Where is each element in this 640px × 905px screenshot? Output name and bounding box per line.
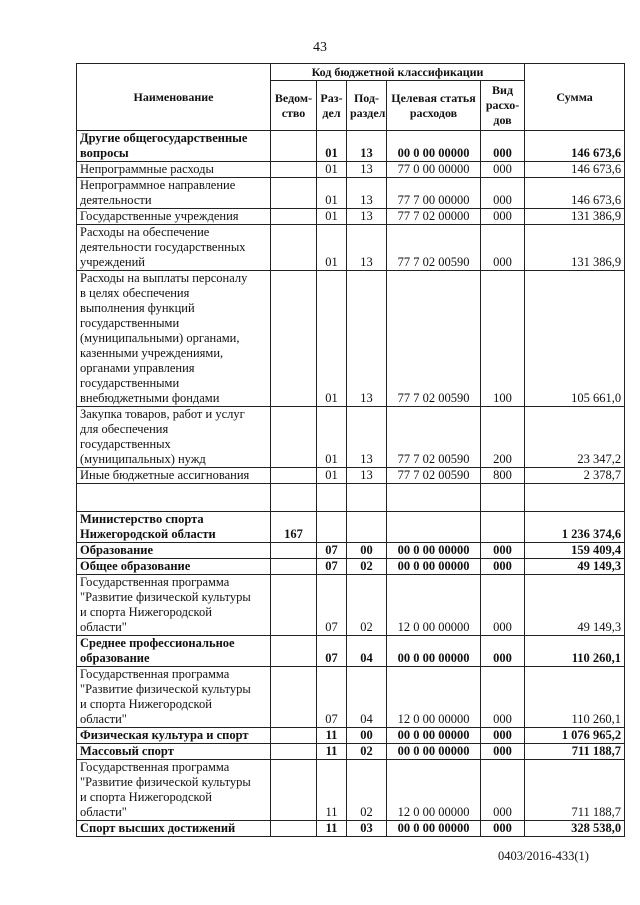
cell-dept	[271, 744, 317, 760]
table-row	[77, 728, 625, 744]
table-row	[77, 468, 625, 484]
cell-dept: 167	[271, 512, 317, 543]
table-row	[77, 131, 625, 162]
cell-sum: 146 673,6	[525, 178, 625, 209]
cell-expense-type: 000	[481, 178, 525, 209]
cell-target: 77 7 00 00000	[387, 178, 481, 209]
cell-name	[77, 484, 271, 512]
cell-section: 01	[317, 407, 347, 468]
cell-name: Расходы на обеспечение деятельности государственных учреждений	[77, 225, 271, 271]
cell-name: Закупка товаров, работ и услуг для обеспечения государственных (муниципальных) нужд	[77, 407, 271, 468]
table-row	[77, 484, 625, 512]
cell-target: 00 0 00 00000	[387, 131, 481, 162]
cell-expense-type: 100	[481, 271, 525, 407]
cell-dept	[271, 636, 317, 667]
table-row	[77, 178, 625, 209]
document-code: 0403/2016-433(1)	[498, 849, 589, 863]
table-row	[77, 543, 625, 559]
cell-name: Государственная программа "Развитие физической культуры и спорта Нижегородской области"	[77, 667, 271, 728]
cell-name: Министерство спорта Нижегородской области	[77, 512, 271, 543]
cell-expense-type: 000	[481, 636, 525, 667]
cell-subsection: 13	[347, 468, 387, 484]
cell-dept	[271, 271, 317, 407]
cell-expense-type: 000	[481, 559, 525, 575]
cell-subsection: 13	[347, 225, 387, 271]
cell-dept	[271, 484, 317, 512]
table-row	[77, 407, 625, 468]
cell-sum: 49 149,3	[525, 575, 625, 636]
table-row	[77, 209, 625, 225]
cell-subsection: 00	[347, 728, 387, 744]
header-name: Наименование	[77, 64, 271, 131]
cell-dept	[271, 543, 317, 559]
cell-target: 12 0 00 00000	[387, 667, 481, 728]
cell-name: Спорт высших достижений	[77, 821, 271, 837]
table-row	[77, 744, 625, 760]
cell-target: 77 7 02 00590	[387, 225, 481, 271]
table-row	[77, 271, 625, 407]
header-classification-code: Код бюджетной классификации	[271, 64, 525, 81]
cell-expense-type: 200	[481, 407, 525, 468]
table-row	[77, 760, 625, 821]
cell-target: 77 7 02 00000	[387, 209, 481, 225]
cell-section: 07	[317, 559, 347, 575]
cell-dept	[271, 821, 317, 837]
cell-expense-type	[481, 484, 525, 512]
table-row	[77, 575, 625, 636]
cell-name: Непрограммные расходы	[77, 162, 271, 178]
table-row	[77, 512, 625, 543]
cell-target	[387, 512, 481, 543]
cell-expense-type: 000	[481, 728, 525, 744]
cell-target: 00 0 00 00000	[387, 728, 481, 744]
cell-name: Государственные учреждения	[77, 209, 271, 225]
cell-expense-type: 000	[481, 744, 525, 760]
cell-sum: 159 409,4	[525, 543, 625, 559]
cell-sum: 146 673,6	[525, 131, 625, 162]
cell-expense-type: 000	[481, 821, 525, 837]
cell-expense-type: 800	[481, 468, 525, 484]
cell-dept	[271, 178, 317, 209]
cell-section	[317, 512, 347, 543]
cell-expense-type: 000	[481, 575, 525, 636]
cell-expense-type: 000	[481, 667, 525, 728]
header-subsection: Под-раздел	[347, 81, 387, 131]
cell-section: 11	[317, 728, 347, 744]
cell-target: 12 0 00 00000	[387, 575, 481, 636]
cell-subsection: 04	[347, 636, 387, 667]
cell-target: 77 7 02 00590	[387, 407, 481, 468]
cell-sum: 2 378,7	[525, 468, 625, 484]
cell-section	[317, 484, 347, 512]
cell-section: 01	[317, 162, 347, 178]
table-row	[77, 162, 625, 178]
cell-name: Среднее профессиональное образование	[77, 636, 271, 667]
cell-expense-type: 000	[481, 162, 525, 178]
table-row	[77, 821, 625, 837]
cell-subsection: 13	[347, 407, 387, 468]
cell-section: 11	[317, 760, 347, 821]
cell-sum: 131 386,9	[525, 209, 625, 225]
cell-section: 11	[317, 744, 347, 760]
cell-expense-type: 000	[481, 543, 525, 559]
cell-dept	[271, 209, 317, 225]
cell-sum	[525, 484, 625, 512]
cell-section: 01	[317, 131, 347, 162]
cell-sum: 146 673,6	[525, 162, 625, 178]
cell-subsection: 00	[347, 543, 387, 559]
cell-target: 77 7 02 00590	[387, 271, 481, 407]
cell-section: 01	[317, 178, 347, 209]
cell-dept	[271, 162, 317, 178]
cell-target	[387, 484, 481, 512]
cell-expense-type	[481, 512, 525, 543]
cell-sum: 1 236 374,6	[525, 512, 625, 543]
header-section: Раз-дел	[317, 81, 347, 131]
cell-sum: 23 347,2	[525, 407, 625, 468]
cell-name: Физическая культура и спорт	[77, 728, 271, 744]
cell-subsection: 03	[347, 821, 387, 837]
cell-section: 07	[317, 636, 347, 667]
cell-subsection	[347, 484, 387, 512]
cell-dept	[271, 468, 317, 484]
budget-table	[76, 63, 625, 837]
cell-name: Непрограммное направление деятельности	[77, 178, 271, 209]
cell-sum: 328 538,0	[525, 821, 625, 837]
cell-section: 01	[317, 209, 347, 225]
cell-subsection: 13	[347, 131, 387, 162]
header-sum: Сумма	[525, 64, 625, 131]
cell-target: 77 7 02 00590	[387, 468, 481, 484]
cell-name: Государственная программа "Развитие физической культуры и спорта Нижегородской области"	[77, 760, 271, 821]
table-row	[77, 559, 625, 575]
cell-subsection: 02	[347, 575, 387, 636]
header-expense-type: Вид расхо-дов	[481, 81, 525, 131]
cell-dept	[271, 225, 317, 271]
cell-target: 00 0 00 00000	[387, 559, 481, 575]
cell-sum: 711 188,7	[525, 760, 625, 821]
page-number: 43	[313, 40, 327, 55]
cell-target: 00 0 00 00000	[387, 744, 481, 760]
cell-target: 00 0 00 00000	[387, 543, 481, 559]
cell-subsection	[347, 512, 387, 543]
cell-name: Иные бюджетные ассигнования	[77, 468, 271, 484]
cell-dept	[271, 667, 317, 728]
table-row	[77, 225, 625, 271]
cell-section: 01	[317, 271, 347, 407]
cell-subsection: 13	[347, 271, 387, 407]
cell-subsection: 13	[347, 162, 387, 178]
cell-subsection: 02	[347, 744, 387, 760]
cell-section: 01	[317, 225, 347, 271]
cell-expense-type: 000	[481, 131, 525, 162]
cell-subsection: 04	[347, 667, 387, 728]
cell-sum: 711 188,7	[525, 744, 625, 760]
cell-subsection: 02	[347, 559, 387, 575]
cell-expense-type: 000	[481, 209, 525, 225]
cell-sum: 110 260,1	[525, 667, 625, 728]
cell-expense-type: 000	[481, 760, 525, 821]
cell-target: 00 0 00 00000	[387, 821, 481, 837]
header-target: Целевая статья расходов	[387, 81, 481, 131]
cell-section: 01	[317, 468, 347, 484]
cell-name: Образование	[77, 543, 271, 559]
cell-name: Расходы на выплаты персоналу в целях обеспечения выполнения функций государственными (муниципальными) органами, казенными учреждениями, органами управления государственными внебюджетными фондами	[77, 271, 271, 407]
cell-subsection: 13	[347, 178, 387, 209]
header-dept: Ведом-ство	[271, 81, 317, 131]
cell-name: Государственная программа "Развитие физической культуры и спорта Нижегородской области"	[77, 575, 271, 636]
cell-target: 77 0 00 00000	[387, 162, 481, 178]
table-row	[77, 636, 625, 667]
cell-sum: 105 661,0	[525, 271, 625, 407]
cell-name: Другие общегосударственные вопросы	[77, 131, 271, 162]
cell-section: 07	[317, 667, 347, 728]
cell-subsection: 02	[347, 760, 387, 821]
cell-name: Массовый спорт	[77, 744, 271, 760]
cell-name: Общее образование	[77, 559, 271, 575]
table-row	[77, 667, 625, 728]
cell-section: 07	[317, 543, 347, 559]
cell-dept	[271, 760, 317, 821]
cell-subsection: 13	[347, 209, 387, 225]
cell-expense-type: 000	[481, 225, 525, 271]
cell-dept	[271, 131, 317, 162]
cell-dept	[271, 559, 317, 575]
cell-target: 12 0 00 00000	[387, 760, 481, 821]
cell-sum: 110 260,1	[525, 636, 625, 667]
cell-section: 11	[317, 821, 347, 837]
cell-section: 07	[317, 575, 347, 636]
cell-sum: 1 076 965,2	[525, 728, 625, 744]
cell-dept	[271, 728, 317, 744]
cell-sum: 131 386,9	[525, 225, 625, 271]
cell-dept	[271, 407, 317, 468]
cell-dept	[271, 575, 317, 636]
cell-sum: 49 149,3	[525, 559, 625, 575]
cell-target: 00 0 00 00000	[387, 636, 481, 667]
